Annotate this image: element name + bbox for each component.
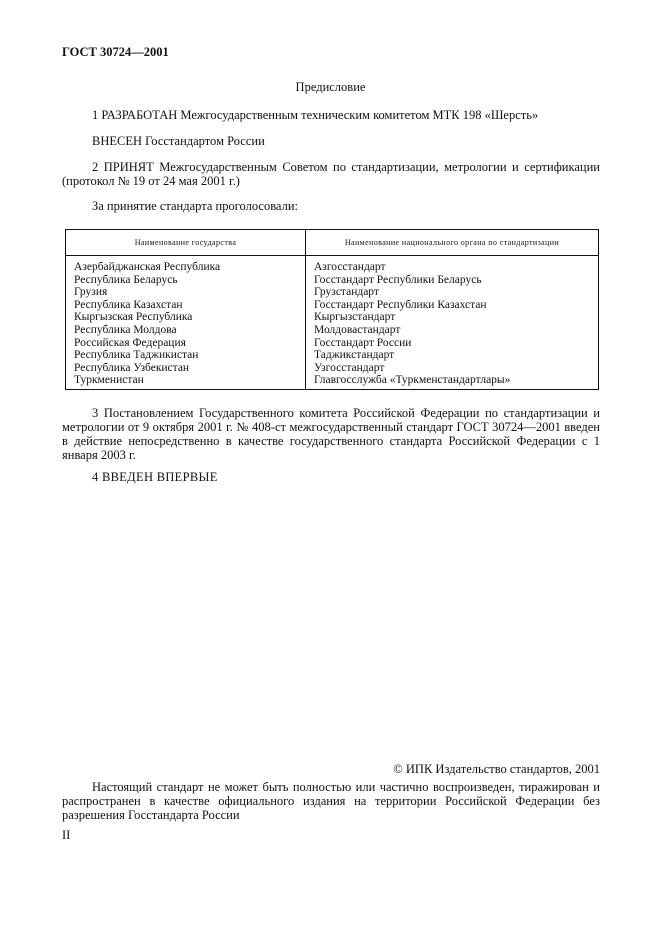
preface-item-adopted: 2 ПРИНЯТ Межгосударственным Советом по стандартизации, метрологии и сертификации (протокол № 19 от 24 мая 2001 г.) [62,160,600,188]
table-row [66,349,599,362]
state-cell: Грузия [66,286,306,299]
copyright-line: © ИПК Издательство стандартов, 2001 [393,762,600,776]
national-body-cell: Молдовастандарт [306,324,599,337]
state-cell: Азербайджанская Республика [66,256,306,274]
table-row [66,299,599,312]
state-cell: Республика Таджикистан [66,349,306,362]
table-row [66,274,599,287]
table-row [66,324,599,337]
national-body-cell: Госстандарт Республики Казахстан [306,299,599,312]
state-cell: Республика Узбекистан [66,362,306,375]
votes-table-header-row [66,230,599,256]
reproduction-notice: Настоящий стандарт не может быть полностью или частично воспроизведен, тиражирован и распространен в качестве официального издания на территории Российской Федерации без разрешения Госстандарта России [62,780,600,822]
document-code: ГОСТ 30724—2001 [62,45,169,59]
preface-item-enacted: 3 Постановлением Государственного комитета Российской Федерации по стандартизации и метрологии от 9 октября 2001 г. № 408-ст межгосударственный стандарт ГОСТ 30724—2001 введен в действие непосредственно в качестве государственного стандарта Российской Федерации с 1 января 2003 г. [62,406,600,462]
table-row [66,337,599,350]
state-cell: Республика Казахстан [66,299,306,312]
national-body-cell: Госстандарт России [306,337,599,350]
state-cell: Российская Федерация [66,337,306,350]
preface-title: Предисловие [295,80,366,94]
national-body-cell: Кыргызстандарт [306,311,599,324]
national-body-cell: Азгосстандарт [306,256,599,274]
national-body-cell: Грузстандарт [306,286,599,299]
preface-votes-intro: За принятие стандарта проголосовали: [92,199,298,213]
table-row [66,311,599,324]
state-cell: Туркменистан [66,374,306,389]
preface-item-submitted: ВНЕСЕН Госстандартом России [92,134,265,148]
table-row [66,374,599,389]
column-header-national-body: Наименование национального органа по стандартизации [306,230,599,256]
national-body-cell: Узгосстандарт [306,362,599,375]
votes-table [65,229,599,390]
preface-item-introduced: 4 ВВЕДЕН ВПЕРВЫЕ [92,470,218,484]
national-body-cell: Госстандарт Республики Беларусь [306,274,599,287]
national-body-cell: Таджикстандарт [306,349,599,362]
state-cell: Кыргызская Республика [66,311,306,324]
table-row [66,286,599,299]
state-cell: Республика Беларусь [66,274,306,287]
column-header-state: Наименование государства [66,230,306,256]
table-row [66,256,599,274]
national-body-cell: Главгосслужба «Туркменстандартлары» [306,374,599,389]
state-cell: Республика Молдова [66,324,306,337]
page-number: II [62,828,71,842]
table-row [66,362,599,375]
preface-item-developed: 1 РАЗРАБОТАН Межгосударственным техническим комитетом МТК 198 «Шерсть» [92,108,539,122]
